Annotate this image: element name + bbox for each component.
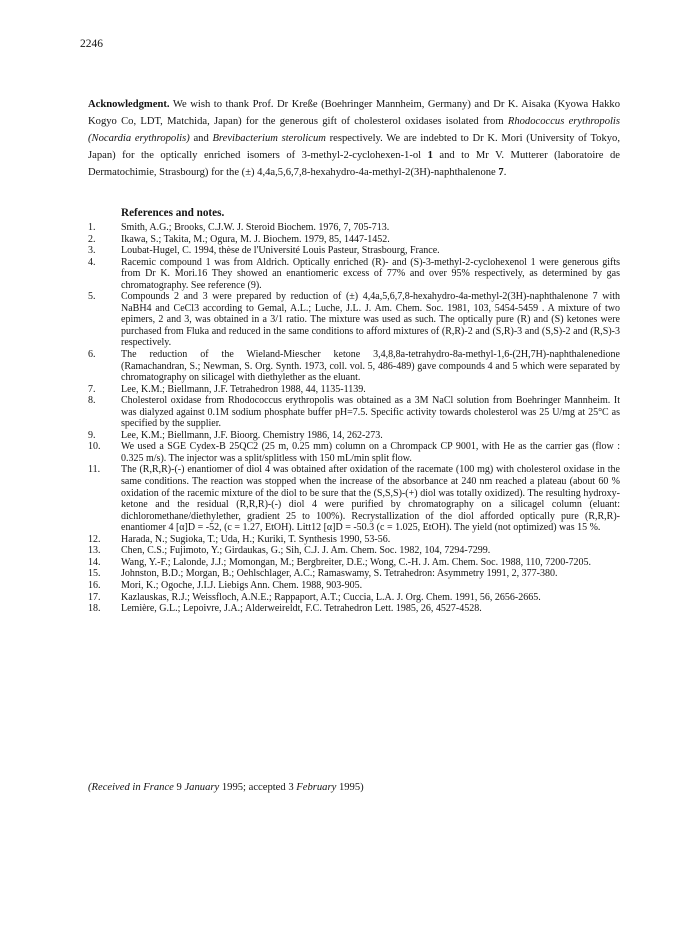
reference-item	[88, 580, 620, 592]
reference-item	[88, 441, 620, 464]
reference-text: Kazlauskas, R.J.; Weissfloch, A.N.E.; Rappaport, A.T.; Cuccia, L.A. J. Org. Chem. 1991, 56, 2656-2665.	[121, 591, 541, 603]
reference-number: 4.	[88, 256, 96, 268]
reference-item	[88, 430, 620, 442]
references-list	[88, 222, 620, 615]
organism-name: Rhodococcus erythropolis (Nocardia erythropolis)	[88, 116, 620, 144]
reference-item	[88, 545, 620, 557]
reference-number: 18.	[88, 603, 101, 615]
reference-number: 16.	[88, 579, 101, 591]
organism-name: Brevibacterium sterolicum	[212, 133, 326, 144]
acknowledgment-text: respectively. We are indebted to Dr K. Mori (University of Tokyo, Japan) for the optically enriched isomers of 3-methyl-2-cyclohexen-1-ol	[88, 133, 621, 161]
accepted-month: February	[293, 782, 337, 793]
page-number: 2246	[80, 38, 103, 50]
reference-number: 8.	[88, 395, 96, 407]
compound-number: 1	[427, 150, 433, 161]
reference-number: 12.	[88, 533, 101, 545]
reference-item	[88, 384, 620, 396]
reference-item	[88, 257, 620, 292]
reference-number: 6.	[88, 349, 96, 361]
reference-text: Ikawa, S.; Takita, M.; Ogura, M. J. Biochem. 1979, 85, 1447-1452.	[121, 233, 390, 245]
reference-text: The reduction of the Wieland-Miescher ketone 3,4,8,8a-tetrahydro-8a-methyl-1,6-(2H,7H)-naphthalenedione (Ramachandran, S.; Newman, S. Org. Synth. 1973, coll. vol. 5, 486-489) gave compounds 4 and 5 which were separated by chromatography on silicagel with diethylether as the eluant.	[121, 349, 620, 384]
reference-item	[88, 395, 620, 430]
acknowledgment-text: and to Mr V. Mutterer (laboratoire de Dermatochimie, Strasbourg) for the (±) 4,4a,5,6,7,8-hexahydro-4a-methyl-2(3H)-naphthalenone	[88, 150, 620, 178]
received-line	[88, 782, 620, 793]
reference-number: 5.	[88, 291, 96, 303]
reference-number: 15.	[88, 568, 101, 580]
reference-text: The (R,R,R)-(-) enantiomer of diol 4 was obtained after oxidation of the racemate (100 mg) with cholesterol oxidase in the same conditions. The reaction was stopped when the increase of the absorbance at 240 nm reached a plateau (about 60 % oxidation of the racemic mixture of the diol to be sure that the (S,S,S)-(+) diol was totally oxidized). The resulting hydroxy-ketone and the residual (R,R,R)-(-) diol 4 were purified by chromatography on a silicagel column (eluant: dichloromethane/diethylether, gradient 25 to 100%). Recrystallization of the diol afforded optically pure (R,R,R)-enantiomer 4 [α]D = -52, (c = 1.27, EtOH). Litt12 [α]D = -50.3 (c = 1.025, EtOH). The yield (not optimized) was 15 %.	[121, 464, 620, 534]
acknowledgment-paragraph	[88, 96, 620, 181]
reference-item	[88, 245, 620, 257]
reference-item	[88, 222, 620, 234]
accepted-day: 3	[288, 782, 294, 793]
reference-text: Wang, Y.-F.; Lalonde, J.J.; Momongan, M.; Bergbreiter, D.E.; Wong, C.-H. J. Am. Chem. Soc. 1988, 110, 7200-7205.	[121, 556, 592, 568]
reference-text: Compounds 2 and 3 were prepared by reduction of (±) 4,4a,5,6,7,8-hexahydro-4a-methyl-2(3H)-naphthalenone 7 with NaBH4 and CeCl3 according to Gemal, A.L.; Luche, J.L. J. Am. Chem. Soc. 1981, 103, 5454-5459 . A mixture of two epimers, 2 and 3, was obtained in a 3/1 ratio. The mixture was used as such. The optically pure (R) and (S) ketones were purchased from Fluka and reduced in the same conditions to afford mixtures of (R,R)-2 and (S,R)-3 and (S,S)-2 and (R,S)-3 respectively.	[121, 291, 620, 349]
acknowledgment-text: and	[189, 133, 213, 144]
received-month: January	[181, 782, 220, 793]
reference-item	[88, 534, 620, 546]
reference-text: Cholesterol oxidase from Rhodococcus erythropolis was obtained as a 3M NaCl solution from Boehringer Mannheim. It was dialyzed against 0.1M sodium phosphate buffer pH=7.5. Specific activity towards cholesterol was 25 U/mg at 25°C as specified by the supplier.	[121, 395, 620, 430]
reference-text: Lee, K.M.; Biellmann, J.F. Tetrahedron 1988, 44, 1135-1139.	[121, 383, 366, 395]
reference-text: Harada, N.; Sugioka, T.; Uda, H.; Kuriki, T. Synthesis 1990, 53-56.	[121, 533, 391, 545]
reference-item	[88, 234, 620, 246]
references-heading: References and notes.	[121, 207, 225, 219]
received-day: 9	[176, 782, 182, 793]
reference-text: Chen, C.S.; Fujimoto, Y.; Girdaukas, G.; Sih, C.J. J. Am. Chem. Soc. 1982, 104, 7294-7299.	[121, 545, 491, 557]
reference-number: 9.	[88, 429, 96, 441]
reference-number: 14.	[88, 556, 101, 568]
reference-text: Lemière, G.L.; Lepoivre, J.A.; Alderweireldt, F.C. Tetrahedron Lett. 1985, 26, 4527-4528.	[121, 603, 482, 615]
received-text: 1995)	[336, 782, 364, 793]
reference-number: 2.	[88, 233, 96, 245]
compound-number: 7	[498, 167, 504, 178]
reference-item	[88, 568, 620, 580]
reference-text: Johnston, B.D.; Morgan, B.; Oehlschlager, A.C.; Ramaswamy, S. Tetrahedron: Asymmetry 1991, 2, 377-380.	[121, 568, 558, 580]
acknowledgment-heading: Acknowledgment.	[88, 99, 170, 110]
reference-number: 13.	[88, 545, 101, 557]
received-text: (Received in France	[88, 782, 177, 793]
received-text: 1995; accepted	[219, 782, 289, 793]
reference-text: Racemic compound 1 was from Aldrich. Optically enriched (R)- and (S)-3-methyl-2-cyclohexenol 1 were generous gifts from Dr K. Mori.16 They showed an enantiomeric excess of 77% and over 95% respectively, as determined by gas chromatography. See reference (9).	[121, 256, 620, 291]
reference-text: We used a SGE Cydex-B 25QC2 (25 m, 0.25 mm) column on a Chrompack CP 9001, with He as the carrier gas (flow : 0.325 m/s). The injector was a split/splitless with 150 mL/min split flow.	[121, 441, 620, 464]
reference-text: Smith, A.G.; Brooks, C.J.W. J. Steroid Biochem. 1976, 7, 705-713.	[121, 222, 390, 233]
reference-item	[88, 349, 620, 384]
reference-text: Lee, K.M.; Biellmann, J.F. Bioorg. Chemistry 1986, 14, 262-273.	[121, 429, 383, 441]
acknowledgment-text: We wish to thank Prof. Dr Kreße (Boehringer Mannheim, Germany) and Dr K. Aisaka (Kyowa Hakko Kogyo Co, LDT, Matchida, Japan) for the generous gift of cholesterol oxidases isolated from	[88, 99, 620, 127]
reference-number: 10.	[88, 441, 101, 453]
reference-number: 1.	[88, 222, 96, 233]
reference-item	[88, 592, 620, 604]
reference-item	[88, 557, 620, 569]
reference-text: Mori, K.; Ogoche, J.I.J. Liebigs Ann. Chem. 1988, 903-905.	[121, 579, 363, 591]
reference-number: 3.	[88, 245, 96, 257]
reference-item	[88, 291, 620, 349]
reference-number: 7.	[88, 383, 96, 395]
reference-number: 17.	[88, 591, 101, 603]
reference-text: Loubat-Hugel, C. 1994, thèse de l'Université Louis Pasteur, Strasbourg, France.	[121, 245, 440, 257]
reference-number: 11.	[88, 464, 101, 476]
reference-item	[88, 464, 620, 533]
acknowledgment-text: .	[503, 167, 507, 178]
reference-item	[88, 603, 620, 615]
